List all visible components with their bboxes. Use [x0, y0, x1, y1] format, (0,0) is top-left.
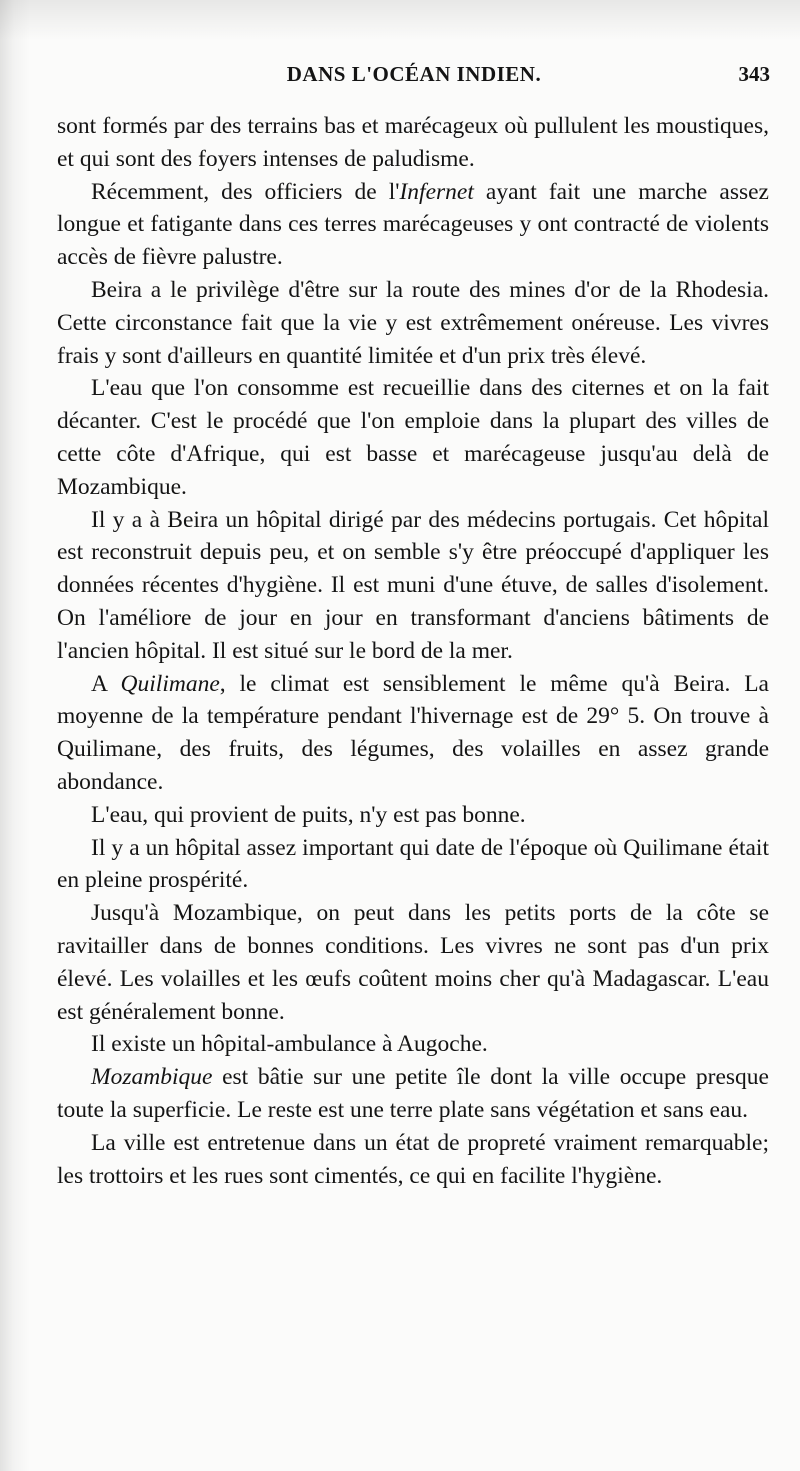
italic-term: Infernet — [399, 178, 474, 205]
paragraph: Beira a le privilège d'être sur la route des mines d'or de la Rhodesia. Cette circonstance fait que la vie y est extrêmement onéreuse. Les vivres frais y sont d'ailleurs en quantité limitée et d'un prix très élevé. — [57, 276, 769, 369]
paragraph: La ville est entretenue dans un état de propreté vraiment remarquable; les trottoirs et les rues sont cimentés, ce qui en facilite l'hygiène. — [57, 1129, 769, 1189]
paragraph: Il existe un hôpital-ambulance à Augoche. — [91, 1031, 488, 1058]
page-number: 343 — [738, 62, 770, 86]
italic-place-name: Quilimane — [120, 670, 220, 697]
paragraph: Il y a un hôpital assez important qui date de l'époque où Quilimane était en pleine prospérité. — [57, 834, 769, 894]
italic-place-name: Mozambique — [91, 1064, 213, 1091]
paragraph: Jusqu'à Mozambique, on peut dans les petits ports de la côte se ravitailler dans de bonnes conditions. Les vivres ne sont pas d'un prix élevé. Les volailles et les œufs coûtent moins cher qu'à Madagascar. L'eau est généralement bonne. — [57, 900, 769, 1025]
body-text — [57, 110, 769, 1192]
paragraph: Récemment, des officiers de l'Infernet ayant fait une marche assez longue et fatigante dans ces terres marécageuses y ont contracté de violents accès de fièvre palustre. — [57, 178, 769, 271]
paragraph: L'eau, qui provient de puits, n'y est pas bonne. — [91, 801, 526, 828]
page-header — [58, 62, 770, 92]
paragraph: A Quilimane, le climat est sensiblement le même qu'à Beira. La moyenne de la température pendant l'hivernage est de 29° 5. On trouve à Quilimane, des fruits, des légumes, des volailles en assez grande abondance. — [57, 670, 769, 795]
running-head: DANS L'OCÉAN INDIEN. — [286, 62, 542, 86]
paragraph: Il y a à Beira un hôpital dirigé par des médecins portugais. Cet hôpital est reconstruit depuis peu, et on semble s'y être préoccupé d'appliquer les données récentes d'hygiène. Il est muni d'une étuve, de salles d'isolement. On l'améliore de jour en jour en transformant d'anciens bâtiments de l'ancien hôpital. Il est situé sur le bord de la mer. — [57, 506, 769, 664]
paragraph: Mozambique est bâtie sur une petite île dont la ville occupe presque toute la superficie. Le reste est une terre plate sans végétation et sans eau. — [57, 1064, 769, 1123]
paragraph: L'eau que l'on consomme est recueillie dans des citernes et on la fait décanter. C'est le procédé que l'on emploie dans la plupart des villes de cette côte d'Afrique, qui est basse et marécageuse jusqu'au delà de Mozambique. — [57, 375, 769, 500]
paragraph: sont formés par des terrains bas et marécageux où pullulent les moustiques, et qui sont des foyers intenses de paludisme. — [57, 113, 769, 172]
